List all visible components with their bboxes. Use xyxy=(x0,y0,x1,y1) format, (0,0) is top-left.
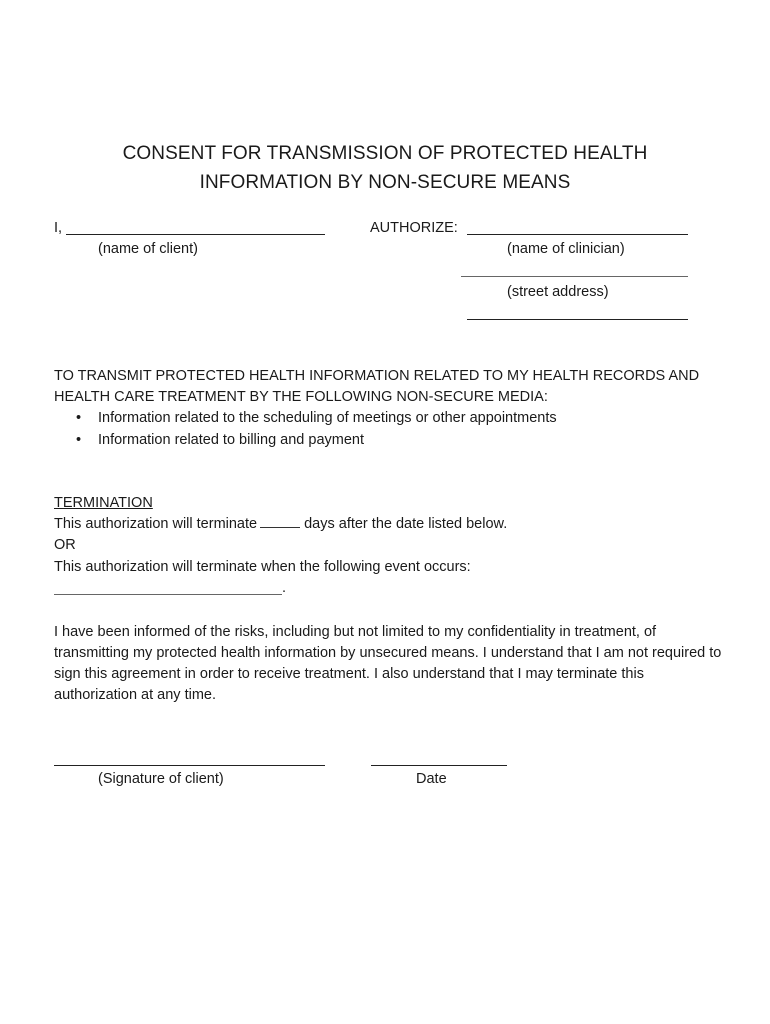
client-name-field[interactable] xyxy=(66,234,325,235)
risk-acknowledgement: I have been informed of the risks, including but not limited to my confidentiality in treatment, of transmitting my protected health information by unsecured means. I understand that I am not required to sign this agreement in order to receive treatment. I also understand that I may terminate this authorization at any time. xyxy=(54,624,722,703)
clinician-name-caption: (name of clinician) xyxy=(507,241,625,257)
client-name-caption: (name of client) xyxy=(98,241,198,257)
termination-event-field[interactable] xyxy=(54,594,282,595)
authorize-label: AUTHORIZE: xyxy=(370,220,458,236)
client-prefix: I, xyxy=(54,220,63,236)
street-address-field[interactable] xyxy=(461,276,688,277)
signature-date-field[interactable] xyxy=(371,765,507,766)
media-item-scheduling: Information related to the scheduling of meetings or other appointments xyxy=(98,410,557,426)
media-list-item xyxy=(76,410,557,426)
termination-event-line: This authorization will terminate when the following event occurs: xyxy=(54,559,471,575)
termination-days-before: This authorization will terminate xyxy=(54,516,258,532)
address-line-2-field[interactable] xyxy=(467,319,688,320)
termination-heading: TERMINATION xyxy=(54,495,153,511)
date-caption: Date xyxy=(416,771,447,787)
media-item-billing: Information related to billing and payment xyxy=(98,432,364,448)
termination-days-field[interactable] xyxy=(260,517,300,528)
client-signature-field[interactable] xyxy=(54,765,325,766)
transmit-statement-line-2: HEALTH CARE TREATMENT BY THE FOLLOWING NON-SECURE MEDIA: xyxy=(54,389,548,405)
termination-event-period: . xyxy=(282,580,287,596)
termination-or: OR xyxy=(54,537,76,553)
signature-caption: (Signature of client) xyxy=(98,771,224,787)
termination-days-line xyxy=(54,516,507,532)
form-title-line-2: INFORMATION BY NON-SECURE MEANS xyxy=(199,172,571,193)
media-list-item xyxy=(76,432,364,448)
clinician-name-field[interactable] xyxy=(467,234,688,235)
form-title-line-1: CONSENT FOR TRANSMISSION OF PROTECTED HEALTH xyxy=(122,143,648,164)
street-address-caption: (street address) xyxy=(507,284,609,300)
transmit-statement-line-1: TO TRANSMIT PROTECTED HEALTH INFORMATION RELATED TO MY HEALTH RECORDS AND xyxy=(54,368,700,384)
bullet-icon: • xyxy=(76,432,82,448)
bullet-icon: • xyxy=(76,410,82,426)
termination-days-after: days after the date listed below. xyxy=(304,516,508,532)
